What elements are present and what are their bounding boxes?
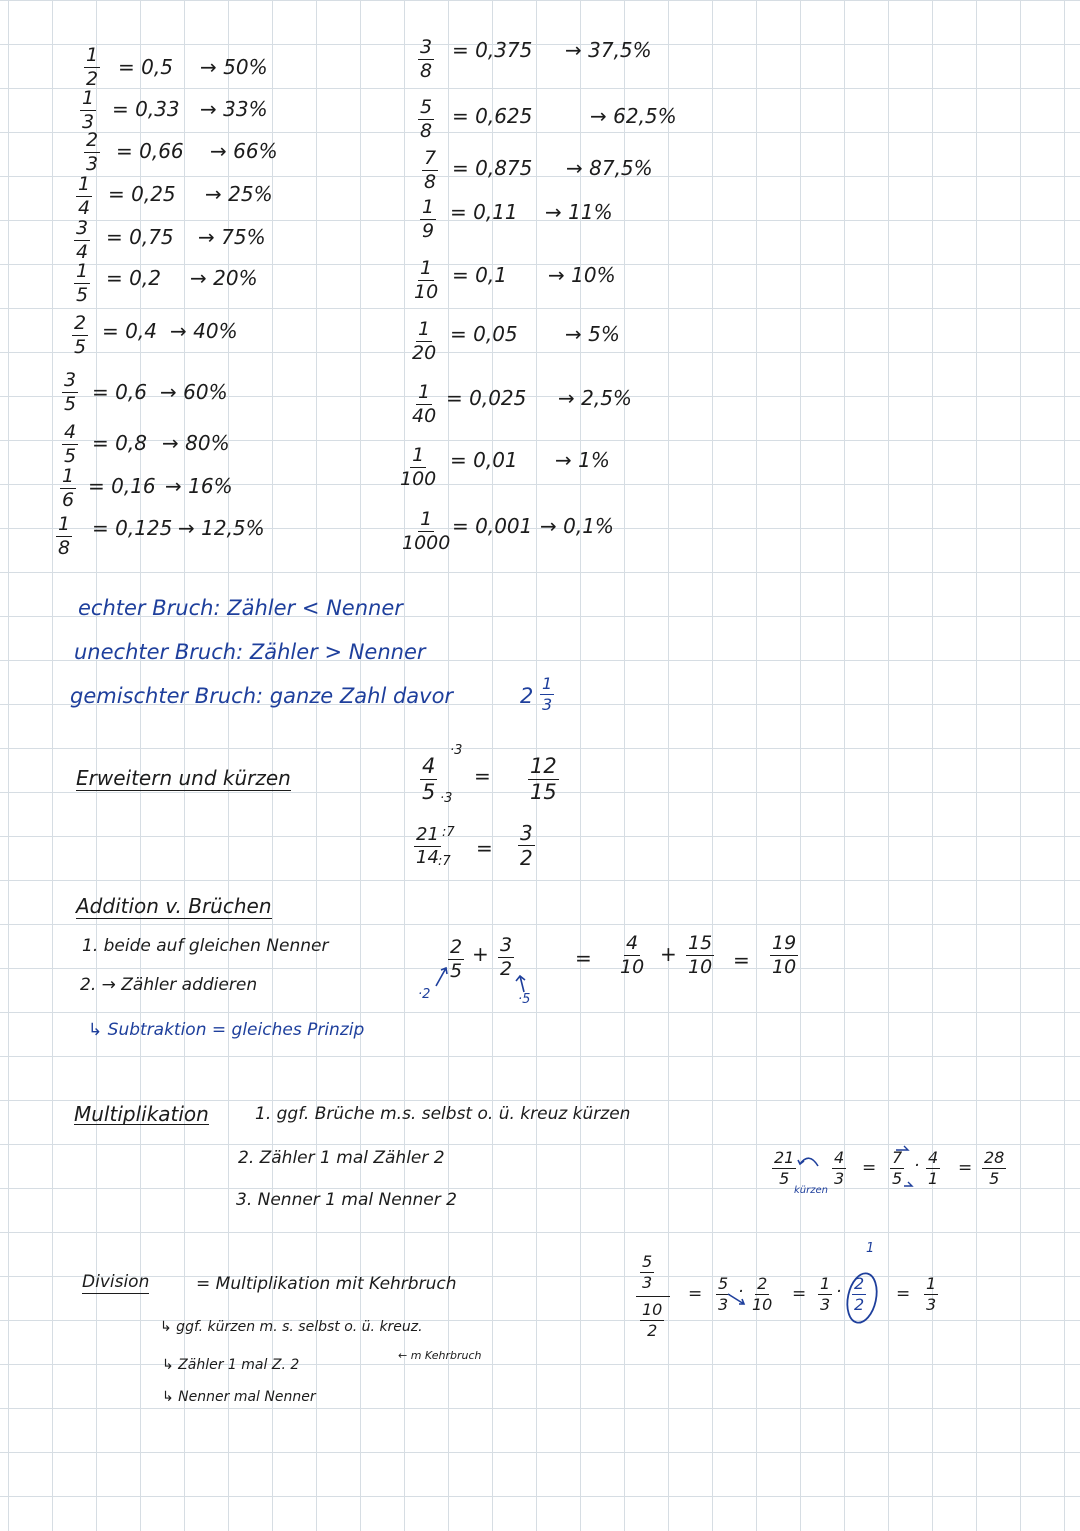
kuerzen-label: kürzen [794,1185,828,1196]
fraction: $\frac{1}{9}$ [422,196,435,242]
subtraction-note: ↳ Subtraktion = gleiches Prinzip [88,1020,365,1040]
division-step-2: ↳ Zähler 1 mal Z. 2 [162,1357,300,1373]
mixed-example-whole: 2 [520,684,534,708]
equals-sign: = [688,1284,703,1304]
percent-value: → 20% [190,266,258,290]
percent-value: → 12,5% [178,516,265,540]
decimal-value: = 0,11 [450,200,518,224]
expand-result-fraction: $\frac{12}{15}$ [530,754,557,804]
equals-sign: = [733,948,750,972]
division-factor-4: $\frac{2}{2}$ [854,1274,865,1314]
expand-by-2-label: ·2 [418,987,431,1002]
percent-value: → 10% [548,263,616,287]
decimal-value: = 0,2 [106,266,161,290]
plus-sign: + [472,942,489,966]
highlight-circle-icon [843,1271,881,1326]
reduced-factor-1: $\frac{7}{5}$ [892,1148,903,1188]
decimal-value: = 0,125 [92,516,173,540]
decimal-value: = 0,025 [446,386,527,410]
division-step-1: ↳ ggf. kürzen m. s. selbst o. ü. kreuz. [160,1319,423,1335]
expanded-addend-1: $\frac{4}{10}$ [620,932,645,978]
fraction: $\frac{5}{8}$ [420,96,433,142]
mixed-example-fraction: $\frac{1}{3}$ [542,674,553,714]
percent-value: → 50% [200,55,268,79]
division-step-2-note: ← m Kehrbruch [398,1349,482,1362]
product-fraction: $\frac{28}{5}$ [984,1148,1005,1188]
multiplication-step-3: 3. Nenner 1 mal Nenner 2 [236,1190,457,1210]
improper-fraction-definition: unechter Bruch: Zähler > Nenner [74,640,426,664]
percent-value: → 5% [565,322,620,346]
fraction: $\frac{1}{100}$ [400,444,437,490]
fraction: $\frac{1}{40}$ [412,381,437,427]
plus-sign: + [660,942,677,966]
addend-1: $\frac{2}{5}$ [450,936,463,982]
decimal-value: = 0,75 [106,225,174,249]
decimal-value: = 0,375 [452,38,533,62]
decimal-value: = 0,625 [452,104,533,128]
quotient-fraction: $\frac{1}{3}$ [926,1274,937,1314]
percent-value: → 33% [200,97,268,121]
decimal-value: = 0,8 [92,431,147,455]
fraction: $\frac{1}{2}$ [86,44,99,90]
expand-arrow-icon [436,968,446,986]
fraction: $\frac{1}{1000}$ [402,508,451,554]
factor-2: $\frac{4}{3}$ [834,1148,845,1188]
percent-value: → 40% [170,319,238,343]
percent-value: → 11% [545,200,613,224]
fraction: $\frac{1}{10}$ [414,257,439,303]
percent-value: → 37,5% [565,38,652,62]
cancel-arrow-icon [728,1294,744,1304]
decimal-value: = 0,001 [452,514,533,538]
decimal-value: = 0,5 [118,55,173,79]
complex-numerator: $\frac{5}{3}$ [642,1252,653,1292]
percent-value: → 1% [555,448,610,472]
decimal-value: = 0,05 [450,322,518,346]
sum-fraction: $\frac{19}{10}$ [772,932,797,978]
fraction: $\frac{1}{20}$ [412,318,437,364]
percent-value: → 60% [160,380,228,404]
division-factor-3: $\frac{1}{3}$ [820,1274,831,1314]
reduce-result-fraction: $\frac{3}{2}$ [520,821,533,870]
decimal-value: = 0,66 [116,139,184,163]
decimal-value: = 0,16 [88,474,156,498]
expand-fraction: $\frac{4}{5}$ [422,754,436,804]
percent-value: → 87,5% [566,156,653,180]
fraction: $\frac{3}{5}$ [64,369,77,415]
division-step-3: ↳ Nenner mal Nenner [162,1389,316,1405]
fraction: $\frac{1}{5}$ [76,260,89,306]
multiply-dot: · [914,1156,920,1176]
addition-step-1: 1. beide auf gleichen Nenner [82,936,329,956]
fraction: $\frac{1}{3}$ [82,87,95,133]
mixed-fraction-definition: gemischter Bruch: ganze Zahl davor [70,684,454,708]
percent-value: → 0,1% [540,514,614,538]
fraction: $\frac{2}{3}$ [86,129,99,175]
division-factor-2: $\frac{2}{10}$ [752,1274,773,1314]
expand-reduce-heading: Erweitern und kürzen [76,766,291,790]
fraction: $\frac{2}{5}$ [74,312,87,358]
division-factor-1: $\frac{5}{3}$ [718,1274,729,1314]
fraction: $\frac{3}{8}$ [420,36,433,82]
reduce-numerator-operator: :7 [442,825,455,840]
percent-value: → 16% [165,474,233,498]
equals-sign: = [896,1284,911,1304]
expand-by-5-label: ·5 [518,992,531,1007]
reduced-arrow-icon [904,1182,912,1186]
expanded-addend-2: $\frac{15}{10}$ [688,932,713,978]
addend-2: $\frac{3}{2}$ [500,934,513,980]
fraction: $\frac{3}{4}$ [76,217,89,263]
addition-step-2: 2. → Zähler addieren [80,975,258,995]
decimal-value: = 0,6 [92,380,147,404]
multiply-dot: · [738,1282,744,1302]
reduced-arrow-icon [896,1146,908,1150]
equals-sign: = [476,836,493,860]
percent-value: → 2,5% [558,386,632,410]
multiplication-step-2: 2. Zähler 1 mal Zähler 2 [238,1148,445,1168]
multiplication-step-1: 1. ggf. Brüche m.s. selbst o. ü. kreuz kürzen [255,1104,631,1124]
proper-fraction-definition: echter Bruch: Zähler < Nenner [78,596,403,620]
reduce-denominator-operator: :7 [438,854,451,869]
percent-value: → 66% [210,139,278,163]
decimal-value: = 0,875 [452,156,533,180]
equals-sign: = [575,946,592,970]
cancel-result-label: 1 [866,1241,875,1256]
percent-value: → 62,5% [590,104,677,128]
percent-value: → 25% [205,182,273,206]
fraction: $\frac{7}{8}$ [424,147,437,193]
fraction: $\frac{1}{4}$ [78,173,91,219]
complex-denominator: $\frac{10}{2}$ [642,1300,663,1340]
reduced-factor-2: $\frac{4}{1}$ [928,1148,939,1188]
factor-1: $\frac{21}{5}$ [774,1148,795,1188]
decimal-value: = 0,33 [112,97,180,121]
division-definition: = Multiplikation mit Kehrbruch [196,1274,457,1294]
fraction: $\frac{1}{8}$ [58,513,71,559]
addition-heading: Addition v. Brüchen [76,894,272,918]
equals-sign: = [958,1158,973,1178]
expand-denominator-operator: ·3 [440,791,453,806]
decimal-value: = 0,01 [450,448,518,472]
reduce-fraction: $\frac{21}{14}$ [416,824,439,868]
percent-value: → 75% [198,225,266,249]
multiplication-heading: Multiplikation [74,1102,209,1126]
decimal-value: = 0,25 [108,182,176,206]
decimal-value: = 0,1 [452,263,507,287]
equals-sign: = [792,1284,807,1304]
division-heading: Division [82,1272,150,1292]
multiply-dot: · [836,1282,842,1302]
equals-sign: = [474,764,491,788]
fraction: $\frac{4}{5}$ [64,421,77,467]
fraction: $\frac{1}{6}$ [62,465,75,511]
expand-numerator-operator: ·3 [450,743,463,758]
decimal-value: = 0,4 [102,319,157,343]
equals-sign: = [862,1158,877,1178]
percent-value: → 80% [162,431,230,455]
